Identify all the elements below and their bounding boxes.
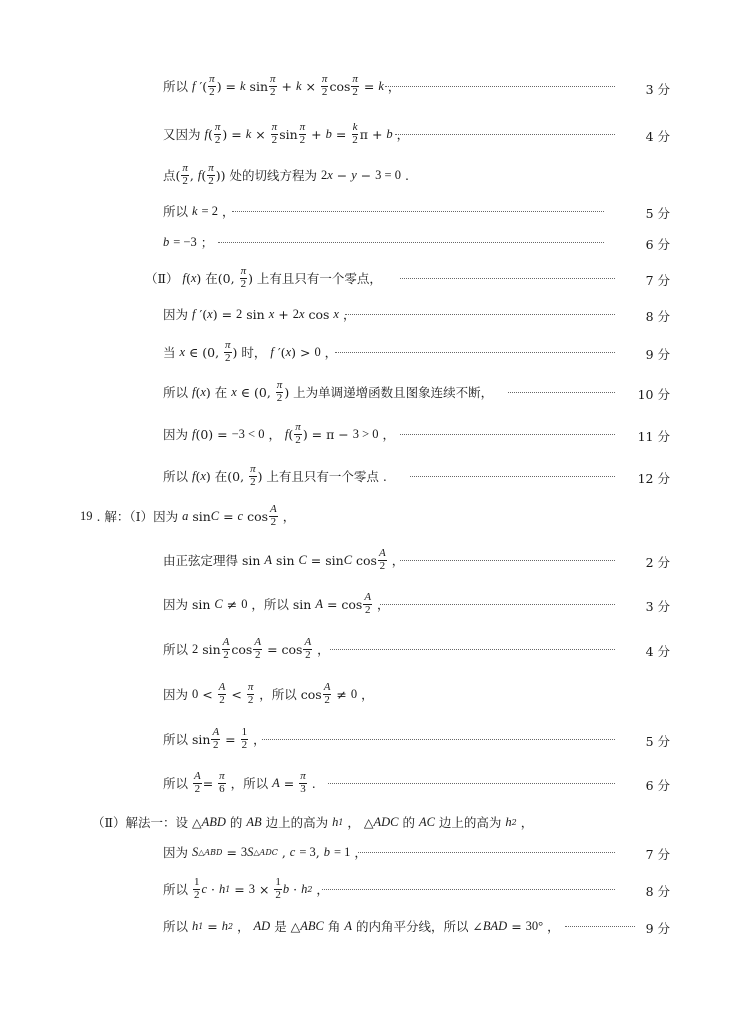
score-label: 2 分: [645, 555, 670, 570]
line-text: 点( $\frac{\pi}{2}$ , f ( $\frac{\pi}{2}$ )) 处的切线方程为 2 x − y − 3 = 0 .: [163, 161, 409, 187]
line-text: 由正弦定理得 sin A sin C = sin C cos $\frac{A}{2}$ ，: [163, 546, 405, 572]
solution-line: [92, 810, 533, 834]
score-label: 3 分: [645, 82, 670, 97]
score-label: 8 分: [645, 884, 670, 899]
dotted-leader: [380, 604, 615, 605]
dotted-leader: [345, 314, 615, 315]
line-text: 所以 f ( x ) 在(0, $\frac{\pi}{2}$ ) 上有且只有一个零点 .: [163, 462, 387, 488]
score-label: 4 分: [645, 129, 670, 144]
score-label: 7 分: [645, 847, 670, 862]
line-text: 因为 0 < $\frac{A}{2}$ < $\frac{\pi}{2}$ ，所以 cos $\frac{A}{2}$ ≠ 0 ，: [163, 680, 374, 706]
solution-line: [163, 682, 374, 706]
solution-line: [163, 548, 404, 572]
score-label: 11 分: [637, 429, 670, 444]
score-label: 3 分: [645, 599, 670, 614]
line-text: 所以 $\frac{A}{2}$ = $\frac{\pi}{6}$ ，所以 A = $\frac{\pi}{3}$ .: [163, 769, 316, 795]
solution-line: [163, 163, 409, 187]
solution-line: [163, 230, 213, 254]
dotted-leader: [328, 783, 615, 784]
solution-line: [163, 199, 234, 223]
dotted-leader: [395, 134, 615, 135]
dotted-leader: [232, 211, 604, 212]
solution-line: [163, 122, 409, 146]
line-text: 19 . 解：（Ⅰ）因为 a sin C = c cos $\frac{A}{2}$ ，: [80, 502, 296, 528]
solution-line: [163, 74, 400, 98]
score-label: 8 分: [645, 309, 670, 324]
solution-line: [163, 727, 266, 751]
score-label: 7 分: [645, 273, 670, 288]
line-text: 因为 f ′( x ) = 2 sin x + 2 x cos x ，: [163, 306, 356, 322]
solution-line: [163, 422, 395, 446]
dotted-leader: [410, 476, 615, 477]
line-text: 因为 f (0) = −3 < 0 ， f ( $\frac{\pi}{2}$ ) = π − 3 > 0 ，: [163, 420, 396, 446]
dotted-leader: [508, 392, 615, 393]
line-text: （Ⅱ）解法一：设 △ ABD 的 AB 边上的高为 h 1 ， △ ADC 的 AC 边上的高为 h 2 ，: [92, 814, 534, 830]
line-text: （Ⅱ） f ( x ) 在(0, $\frac{\pi}{2}$ ) 上有且只有一个零点，: [145, 264, 382, 290]
line-text: 所以 f ( x ) 在 x ∈ (0, $\frac{\pi}{2}$ ) 上为单调递增函数且图象连续不断，: [163, 378, 494, 404]
solution-line: [163, 302, 355, 326]
line-text: 所以 h 1 = h 2 ， AD 是 △ ABC 角 A 的内角平分线，所以 ∠ BAD = 30° ，: [163, 918, 560, 934]
dotted-leader: [400, 278, 615, 279]
dotted-leader: [218, 242, 604, 243]
line-text: 又因为 f ( $\frac{\pi}{2}$ ) = k × $\frac{\pi}{2}$ sin $\frac{\pi}{2}$ + b = $\frac{k}{2}$ π + b ，: [163, 120, 410, 146]
dotted-leader: [322, 889, 615, 890]
line-text: b = −3 ；: [163, 234, 214, 250]
solution-line: [163, 592, 390, 616]
score-label: 6 分: [645, 778, 670, 793]
score-label: 6 分: [645, 237, 670, 252]
solution-line: [163, 380, 493, 404]
solution-line: [163, 340, 337, 364]
score-label: 4 分: [645, 644, 670, 659]
dotted-leader: [330, 649, 615, 650]
score-label: 12 分: [637, 471, 670, 486]
line-text: 所以 $\frac{1}{2}$ c · h 1 = 3 × $\frac{1}{2}$ b · h 2 ，: [163, 875, 329, 901]
line-text: 因为 sin C ≠ 0 ，所以 sin A = cos $\frac{A}{2}$ ，: [163, 590, 390, 616]
line-text: 所以 2 sin $\frac{A}{2}$ cos $\frac{A}{2}$ = cos $\frac{A}{2}$ ，: [163, 635, 330, 661]
solution-line: [80, 504, 295, 528]
line-text: 所以 sin $\frac{A}{2}$ = $\frac{1}{2}$ ，: [163, 725, 266, 751]
dotted-leader: [400, 434, 615, 435]
line-text: 当 x ∈ (0, $\frac{\pi}{2}$ ) 时， f ′( x ) > 0 ，: [163, 338, 338, 364]
dotted-leader: [400, 560, 615, 561]
solution-line: [145, 266, 382, 290]
dotted-leader: [358, 852, 615, 853]
score-label: 9 分: [645, 347, 670, 362]
dotted-leader: [335, 352, 615, 353]
score-label: 5 分: [645, 206, 670, 221]
score-label: 5 分: [645, 734, 670, 749]
dotted-leader: [262, 739, 615, 740]
score-label: 10 分: [637, 387, 670, 402]
line-text: 所以 k = 2 ，: [163, 203, 235, 219]
line-text: 因为 S △ABD = 3 S △ADC , c = 3 , b = 1 ，: [163, 844, 367, 860]
line-text: 所以 f ′( $\frac{\pi}{2}$ ) = k sin $\frac{\pi}{2}$ + k × $\frac{\pi}{2}$ cos $\frac{\pi}{2}$ = k ，: [163, 72, 401, 98]
score-label: 9 分: [645, 921, 670, 936]
solution-line: [163, 840, 367, 864]
solution-line: [163, 877, 329, 901]
solution-line: [163, 464, 387, 488]
dotted-leader: [385, 86, 615, 87]
solution-line: [163, 914, 560, 938]
solution-line: [163, 771, 316, 795]
solution-line: [163, 637, 330, 661]
